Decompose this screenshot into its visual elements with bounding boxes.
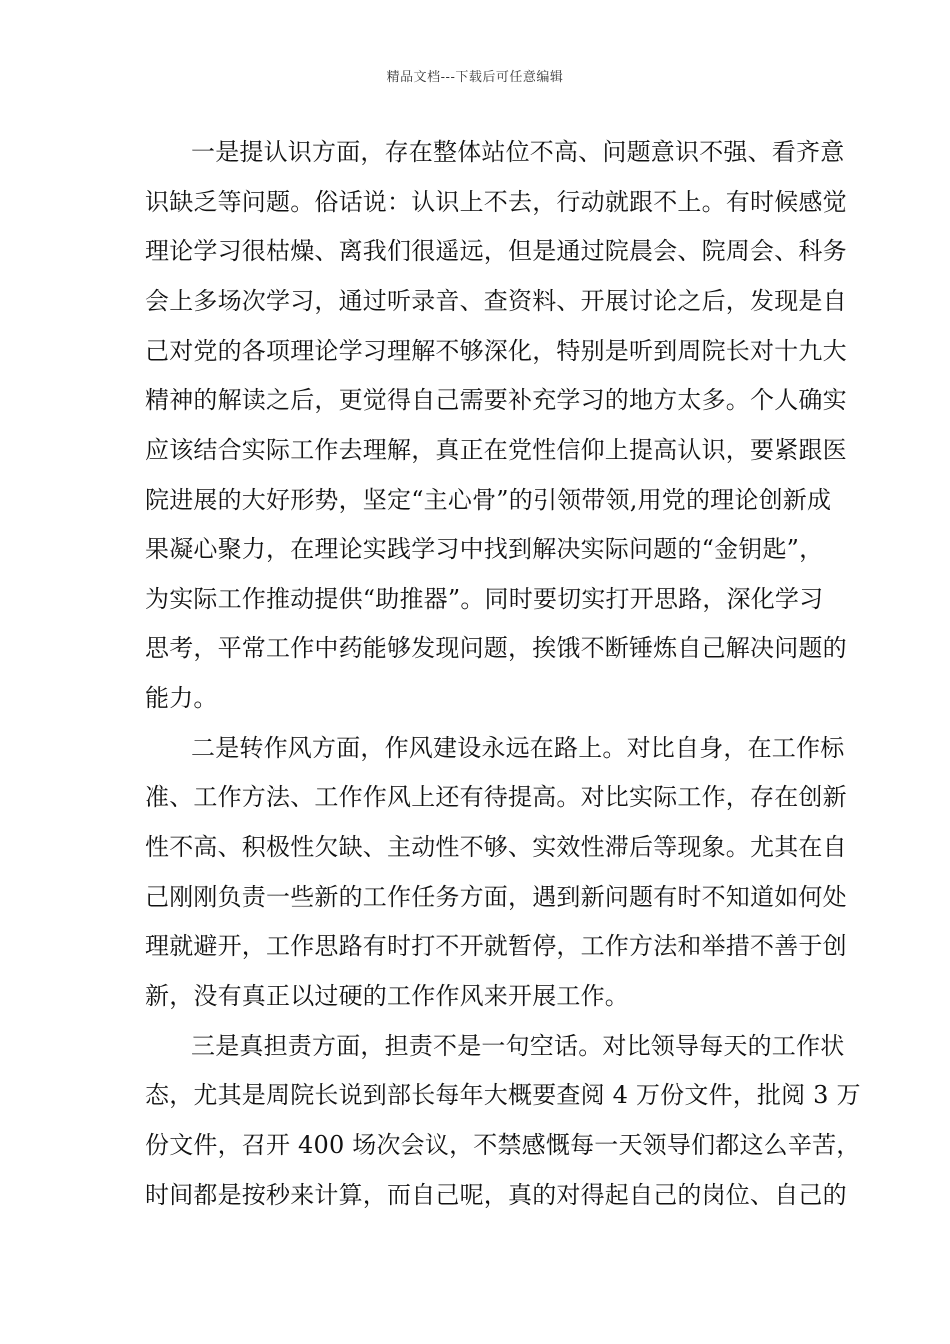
page-header: 精品文档---下载后可任意编辑 [386, 70, 564, 85]
text-line: 己对党的各项理论学习理解不够深化，特别是听到周院长对十九大 [145, 337, 847, 365]
text-line: 准、工作方法、工作作风上还有待提高。对比实际工作，存在创新 [145, 783, 847, 811]
text-line: 新，没有真正以过硬的工作作风来开展工作。 [145, 982, 629, 1010]
text-line: 理就避开，工作思路有时打不开就暂停，工作方法和举措不善于创 [145, 932, 847, 960]
text-line: 会上多场次学习，通过听录音、查资料、开展讨论之后，发现是自 [145, 287, 847, 315]
text-line: 三是真担责方面，担责不是一句空话。对比领导每天的工作状 [191, 1032, 845, 1060]
text-line: 果凝心聚力，在理论实践学习中找到解决实际问题的“金钥匙”， [145, 535, 824, 563]
text-line: 二是转作风方面，作风建设永远在路上。对比自身，在工作标 [191, 734, 845, 762]
text-line: 能力。 [145, 684, 218, 712]
text-line: 性不高、积极性欠缺、主动性不够、实效性滞后等现象。尤其在自 [145, 833, 847, 861]
text-line: 态，尤其是周院长说到部长每年大概要查阅 4 万份文件，批阅 3 万 [145, 1081, 861, 1109]
text-line: 为实际工作推动提供“助推器”。同时要切实打开思路，深化学习 [145, 585, 824, 613]
text-line: 院进展的大好形势，坚定“主心骨”的引领带领,用党的理论创新成 [145, 486, 832, 514]
text-line: 份文件，召开 400 场次会议，不禁感慨每一天领导们都这么辛苦， [145, 1131, 861, 1159]
text-line: 精神的解读之后，更觉得自己需要补充学习的地方太多。个人确实 [145, 386, 847, 414]
text-line: 思考，平常工作中药能够发现问题，挨饿不断锤炼自己解决问题的 [145, 634, 847, 662]
text-line: 理论学习很枯燥、离我们很遥远，但是通过院晨会、院周会、科务 [145, 237, 847, 265]
text-line: 识缺乏等问题。俗话说：认识上不去，行动就跟不上。有时候感觉 [145, 188, 847, 216]
text-line: 时间都是按秒来计算，而自己呢，真的对得起自己的岗位、自己的 [145, 1181, 847, 1209]
text-line: 一是提认识方面，存在整体站位不高、问题意识不强、看齐意 [191, 138, 845, 166]
text-line: 己刚刚负责一些新的工作任务方面，遇到新问题有时不知道如何处 [145, 883, 847, 911]
text-line: 应该结合实际工作去理解，真正在党性信仰上提高认识，要紧跟医 [145, 436, 847, 464]
